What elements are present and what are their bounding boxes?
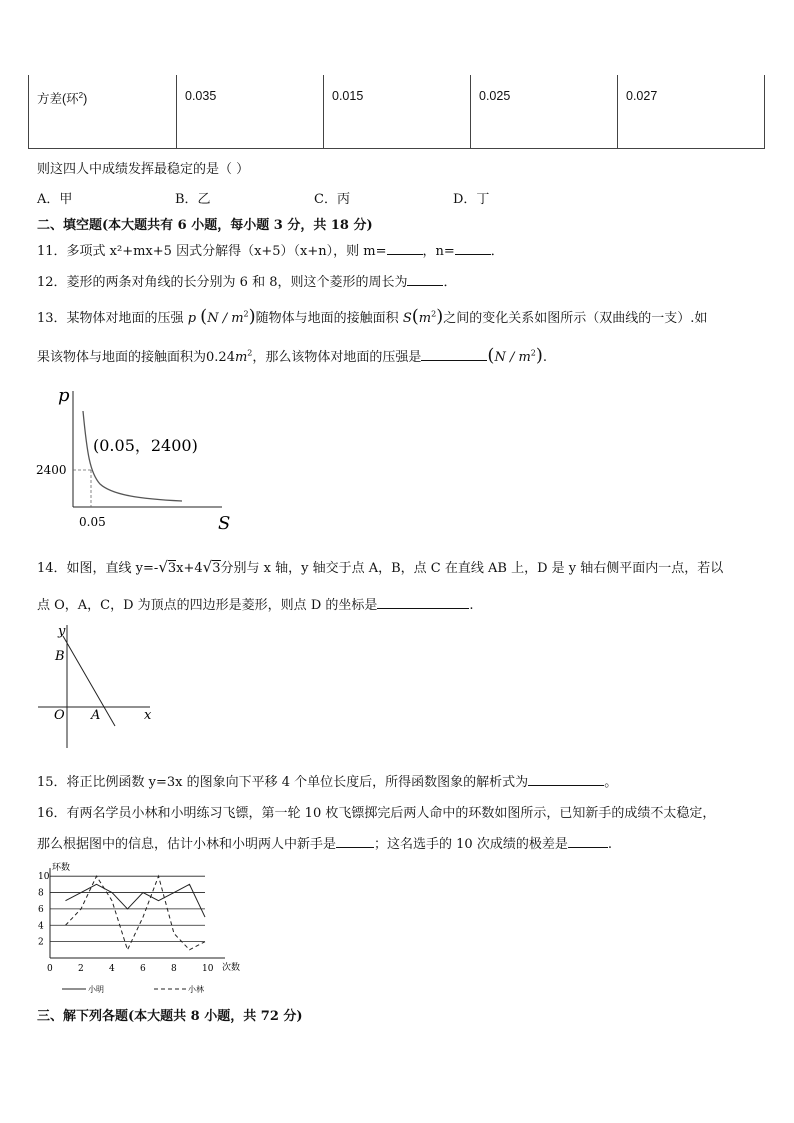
y-tick-2400: 2400 [36,463,67,477]
chart-y-tick: 2 [38,937,44,948]
chart-x-tick: 4 [109,964,115,974]
q11-blank-m [387,242,423,255]
line-ab [63,636,115,726]
legend-xiaolin: 小林 [188,985,204,994]
chart-y-tick: 10 [38,872,50,883]
q16-end: . [607,837,612,852]
variance-table [28,75,765,149]
q13-text-c: 之间的变化关系如图所示（双曲线的一支）.如 [443,311,708,326]
point-a-label: A [91,708,101,723]
q12-text: 12．菱形的两条对角线的长分别为 6 和 8，则这个菱形的周长为 [37,275,408,290]
option-d: D．丁 [453,192,490,207]
section2-title: 二、填空题(本大题共有 6 小题，每小题 3 分，共 18 分) [37,218,373,233]
line-graph [30,620,170,752]
q14-sqrt1: 3 [167,561,177,576]
point-label: (0.05，2400) [93,436,198,455]
q16-line2 [37,833,612,852]
q15-text: 15．将正比例函数 y=3x 的图象向下平移 4 个单位长度后，所得函数图象的解析式为 [37,775,529,790]
q15-end: 。 [604,775,618,790]
section3-title: 三、解下列各题(本大题共 8 小题，共 72 分) [37,1009,303,1024]
table-cell-label: 方差(环$^2$) [29,75,177,149]
chart-x-tick: 0 [47,964,53,974]
darts-line-chart [30,858,250,998]
q13-area: 0.24 [206,350,235,365]
q11-blank-n [455,242,491,255]
table-row [29,75,765,149]
chart-y-tick: 8 [38,888,44,899]
q14-blank [377,596,469,609]
chart-x-tick: 6 [140,964,146,974]
q11-mid: ，n= [422,244,455,259]
option-b: B．乙 [175,192,211,207]
q10-stem: 则这四人中成绩发挥最稳定的是（ ） [37,162,250,177]
q13-p: p [187,311,197,326]
origin-label: O [54,708,65,723]
q13-text-b: 随物体与地面的接触面积 [255,311,399,326]
q16-blank-2 [568,835,608,848]
q13-text-d: 果该物体与地面的接触面积为 [37,350,207,365]
q15 [37,771,617,790]
q14-text-a: 14．如图，直线 y=- [37,561,159,576]
q16-text-a: 那么根据图中的信息，估计小林和小明两人中新手是 [37,837,337,852]
chart-x-tick: 2 [78,964,84,974]
q13-answer-unit: N / m [494,350,531,365]
q13-unit-m: m [418,311,432,326]
x-axis-label: x [144,708,152,723]
y-axis-label: y [58,624,66,639]
q14-text-b: x+4 [176,561,203,576]
s-axis-label: S [218,513,231,534]
q16-text-b: ；这名选手的 10 次成绩的极差是 [374,837,568,852]
q13-line2: 果该物体与地面的接触面积为$0.24m^2$，那么该物体对地面的压强是 $(N / m^2)$. [37,345,548,366]
q14-sqrt2: 3 [212,561,221,576]
legend-xiaoming: 小明 [88,985,104,994]
q14-line1: 14．如图，直线 y=-√3x+4√3分别与 x 轴，y 轴交于点 A，B，点 C 在直线 AB 上，D 是 y 轴右侧平面内一点，若以 [37,558,724,576]
q13-blank [421,348,487,361]
chart-x-label: 次数 [222,963,241,973]
q12 [37,271,457,290]
chart-y-tick: 4 [38,921,44,932]
q16-line1: 16．有两名学员小林和小明练习飞镖，第一轮 10 枚飞镖掷完后两人命中的环数如图所示，已知新手的成绩不太稳定， [37,806,716,821]
q13-s: S [402,311,412,326]
q13-area-unit: m [234,350,248,365]
p-axis-label: p [58,385,70,406]
chart-y-label: 环数 [52,863,71,873]
hyperbola-curve [83,411,182,501]
table-cell-ding: 0.027 [618,75,765,149]
q12-end: ． [443,275,457,290]
q14-text-c: 分别与 x 轴，y 轴交于点 A，B，点 C 在直线 AB 上，D 是 y 轴右侧平面内一点，若以 [220,561,724,576]
q13-text-a: 13．某物体对地面的压强 [37,311,184,326]
option-a: A．甲 [37,192,73,207]
table-cell-jia: 0.035 [177,75,324,149]
q16-blank-1 [336,835,374,848]
chart-x-tick: 10 [202,964,214,974]
q13-line1: 13．某物体对地面的压强 p $(N / m^2)$随物体与地面的接触面积 $S(m^2)$之间的变化关系如图所示（双曲线的一支）.如 [37,306,708,327]
series-line-xiaoming [66,884,206,917]
table-cell-bing: 0.025 [471,75,618,149]
table-cell-yi: 0.015 [324,75,471,149]
q11 [37,240,504,259]
q11-text: 11．多项式 x²+mx+5 因式分解得（x+5）（x+n），则 m= [37,244,387,259]
option-c: C．丙 [314,192,350,207]
point-b-label: B [55,649,65,664]
q14-line2 [37,594,474,613]
x-tick-005: 0.05 [79,515,106,529]
q12-blank [407,273,443,286]
q11-end: ． [490,244,504,259]
q15-blank [528,773,604,786]
q13-end: . [542,350,548,365]
chart-x-tick: 8 [171,964,177,974]
chart-y-tick: 6 [38,904,44,915]
q14-text-d: 点 O，A，C，D 为顶点的四边形是菱形，则点 D 的坐标是 [37,598,378,613]
hyperbola-graph [30,383,240,535]
q13-text-e: ，那么该物体对地面的压强是 [252,350,422,365]
q14-end: . [469,598,474,613]
q13-unit-np: N / m [207,311,244,326]
